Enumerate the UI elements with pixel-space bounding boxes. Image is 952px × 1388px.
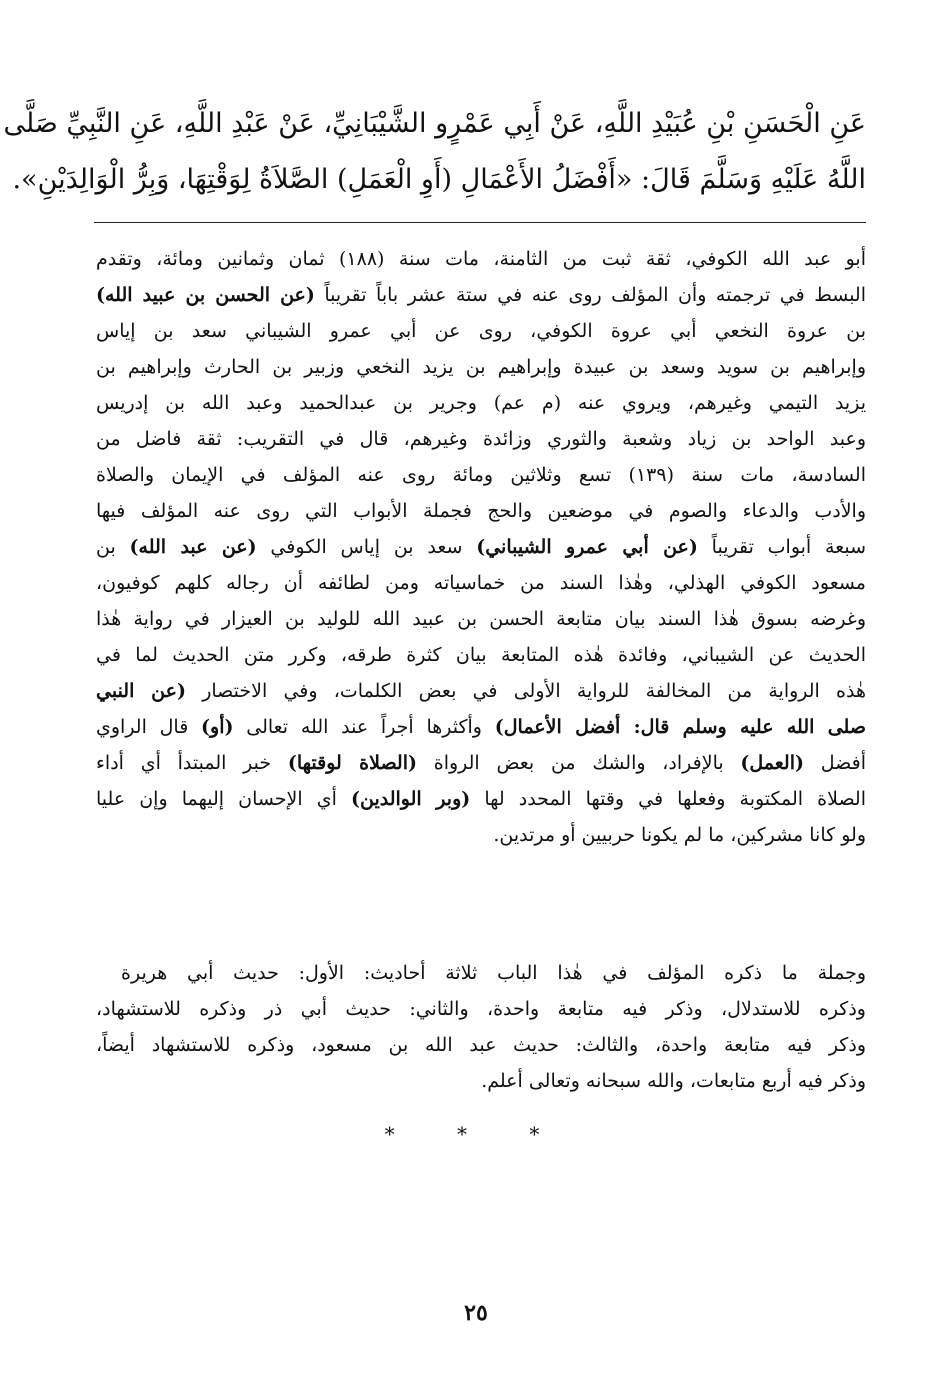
commentary-line: وذكر فيه أربع متابعات، والله سبحانه وتعالى أعلم.: [481, 1070, 866, 1092]
plain-text: وأكثرها أجراً عند الله تعالى: [233, 716, 495, 738]
commentary-line: [96, 278, 866, 312]
commentary-line: مسعود الكوفي الهذلي، وهٰذا السند من خماسياته ومن لطائفه أن رجاله كلهم كوفيون،: [96, 572, 866, 594]
commentary-line: السادسة، مات سنة (١٣٩) تسع وثلاثين ومائة روى عنه المؤلف في الإيمان والصلاة: [96, 464, 866, 486]
commentary-line: والأدب والدعاء والصوم في موضعين والحج فجملة الأبواب التي روى عنه المؤلف فيها: [96, 500, 866, 522]
commentary-line: الحديث عن الشيباني، وفائدة هٰذه المتابعة بيان كثرة طرقه، وكرر متن الحديث لما في: [96, 644, 866, 666]
commentary-line: وذكر فيه متابعة واحدة، والثالث: حديث عبد الله بن مسعود، وذكره للاستشهاد أيضاً،: [96, 1034, 866, 1056]
commentary-line: [96, 674, 866, 708]
bold-text: (عن النبي: [96, 680, 186, 702]
section-separator: * * *: [384, 1122, 568, 1146]
commentary-line: أبو عبد الله الكوفي، ثقة ثبت من الثامنة، مات سنة (١٨٨) ثمان وثمانين ومائة، وتقدم: [96, 248, 866, 270]
bold-text: (عن عبد الله): [129, 536, 257, 558]
plain-text: البسط في ترجمته وأن المؤلف روى عنه في ستة عشر باباً تقريباً: [314, 284, 866, 306]
commentary-line: وعبد الواحد بن زياد وشعبة والثوري وزائدة وغيرهم، قال في التقريب: ثقة فاضل من: [96, 428, 866, 450]
hadith-text-line-2: اللَّهُ عَلَيْهِ وَسَلَّمَ قَالَ: «أَفْضَلُ الأَعْمَالِ (أَوِ الْعَمَلِ) الصَّلاَةُ لِوَقْتِهَا، وَبِرُّ الْوَالِدَيْنِ».: [12, 164, 866, 195]
commentary-line: وإبراهيم بن سويد وسعد بن عبيدة وإبراهيم بن يزيد النخعي وزبير بن الحارث وإبراهيم بن: [96, 356, 866, 378]
bold-text: (أو): [201, 716, 234, 738]
plain-text: الصلاة المكتوبة وفعلها في وقتها المحدد لها: [470, 788, 866, 810]
commentary-line: يزيد التيمي وغيرهم، ويروي عنه (م عم) وجرير بن عبدالحميد وعبد الله بن إدريس: [96, 392, 866, 414]
commentary-line: [96, 710, 866, 744]
commentary-line: [96, 746, 866, 780]
commentary-line: [96, 782, 866, 816]
bold-text: صلى الله عليه وسلم قال: أفضل الأعمال): [494, 716, 866, 738]
plain-text: بالإفراد، والشك من بعض الرواة: [416, 752, 741, 774]
commentary-line: وغرضه بسوق هٰذا السند بيان متابعة الحسن بن عبيد الله للوليد بن العيزار في رواية هٰذا: [96, 608, 866, 630]
bold-text: (الصلاة لوقتها): [287, 752, 417, 774]
commentary-line: وجملة ما ذكره المؤلف في هٰذا الباب ثلاثة أحاديث: الأول: حديث أبي هريرة: [121, 962, 866, 984]
bold-text: (عن أبي عمرو الشيباني): [476, 536, 698, 558]
footnote-divider: [94, 222, 866, 223]
commentary-line: وذكره للاستدلال، وذكر فيه متابعة واحدة، والثاني: حديث أبي ذر وذكره للاستشهاد،: [96, 998, 866, 1020]
bold-text: (العمل): [740, 752, 804, 774]
commentary-line: [96, 530, 866, 564]
plain-text: هٰذه الرواية من المخالفة للرواية الأولى في بعض الكلمات، وفي الاختصار: [185, 680, 866, 702]
bold-text: (وبر الوالدين): [350, 788, 471, 810]
bold-text: (عن الحسن بن عبيد الله): [96, 284, 315, 306]
plain-text: قال الراوي: [96, 716, 202, 738]
plain-text: بن: [96, 536, 130, 558]
hadith-text-line-1: عَنِ الْحَسَنِ بْنِ عُبَيْدِ اللَّهِ، عَنْ أَبِي عَمْرٍو الشَّيْبَانِيِّ، عَنْ عَبْدِ اللَّهِ، عَنِ النَّبِيِّ صَلَّى: [3, 108, 866, 139]
plain-text: أفضل: [804, 752, 866, 774]
plain-text: خبر المبتدأ أي أداء: [96, 752, 288, 774]
plain-text: سبعة أبواب تقريباً: [697, 536, 866, 558]
plain-text: سعد بن إياس الكوفي: [256, 536, 477, 558]
page-number: ٢٥: [464, 1300, 488, 1326]
commentary-line: ولو كانا مشركين، ما لم يكونا حربيين أو مرتدين.: [493, 824, 866, 846]
plain-text: أي الإحسان إليهما وإن عليا: [96, 788, 351, 810]
commentary-line: بن عروة النخعي أبي عروة الكوفي، روى عن أبي عمرو الشيباني سعد بن إياس: [96, 320, 866, 342]
